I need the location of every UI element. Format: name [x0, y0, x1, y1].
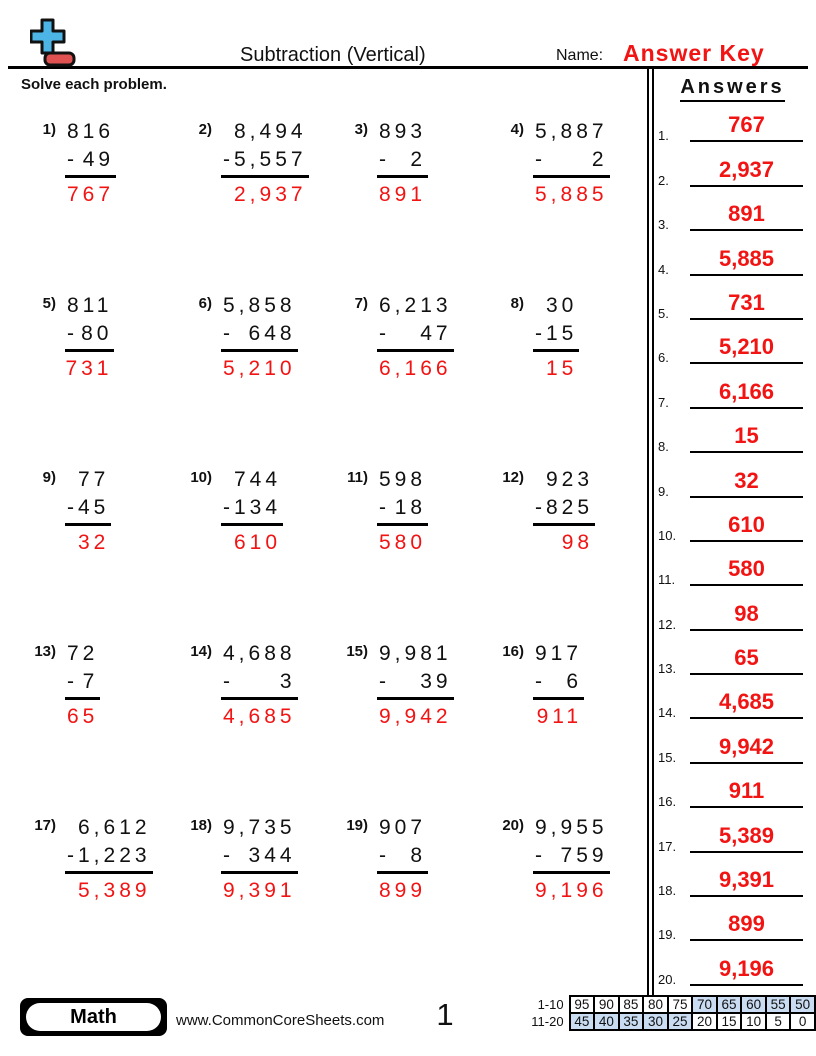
score-cell: 10 [741, 1013, 766, 1030]
score-table [528, 995, 816, 1031]
problem-answer: 5,210 [223, 357, 296, 381]
answer-item [655, 503, 807, 547]
problem-subtrahend-row [377, 494, 428, 527]
problem-minuend: 8,494 [234, 120, 307, 143]
score-row [528, 1013, 815, 1030]
problem-answer: 2,937 [234, 183, 307, 207]
problem-subtrahend-row [377, 842, 428, 875]
problem-column [221, 118, 309, 209]
problem-column [221, 466, 283, 557]
problem-subtrahend-row [65, 668, 100, 701]
problem-number: 14) [190, 643, 212, 660]
score-cell: 20 [692, 1013, 717, 1030]
problem-answer: 98 [561, 531, 594, 555]
problem-answer: 891 [379, 183, 427, 207]
minus-sign: - [379, 321, 390, 345]
problem-number: 19) [346, 817, 368, 834]
problem-subtrahend-row [65, 146, 116, 179]
problem-subtrahend: 3 [279, 669, 296, 693]
problem-number: 15) [346, 643, 368, 660]
minus-sign: - [535, 669, 546, 693]
problem-number: 5) [42, 295, 56, 312]
answer-item-number: 2. [658, 172, 669, 188]
answer-item-number: 18. [658, 883, 677, 899]
answer-item-value: 5,389 [690, 825, 803, 853]
score-cell: 35 [619, 1013, 644, 1030]
minus-sign: - [379, 495, 390, 519]
answer-item-number: 6. [658, 350, 669, 366]
answer-item [655, 902, 807, 946]
problem-minuend: 923 [546, 468, 594, 491]
problem-minuend: 744 [234, 468, 282, 491]
problem [332, 292, 488, 466]
answer-item [655, 458, 807, 502]
answer-item [655, 724, 807, 768]
plus-minus-logo-icon [30, 18, 76, 72]
problem-subtrahend-row [377, 668, 454, 701]
score-row [528, 996, 815, 1013]
answer-item [655, 813, 807, 857]
minus-sign: - [535, 495, 546, 519]
problem [332, 118, 488, 292]
problem-answer: 4,685 [223, 705, 296, 729]
problem [20, 292, 176, 466]
minus-sign: - [67, 843, 78, 867]
problem-minuend: 5,887 [535, 120, 608, 143]
answer-item-number: 4. [658, 261, 669, 277]
website-text: www.CommonCoreSheets.com [176, 1012, 385, 1029]
problem-minuend: 9,955 [535, 816, 608, 839]
answer-item [655, 769, 807, 813]
answer-item [655, 369, 807, 413]
problem-subtrahend-row [533, 668, 584, 701]
problem-minuend: 816 [67, 120, 115, 143]
answer-item [655, 946, 807, 990]
problem-column [65, 640, 100, 731]
problem-subtrahend: 8 [410, 843, 427, 867]
problem-number: 18) [190, 817, 212, 834]
problem-column [65, 292, 114, 383]
problem-answer: 9,942 [379, 705, 452, 729]
subject-badge [20, 998, 167, 1036]
problem-number: 16) [502, 643, 524, 660]
minus-sign: - [535, 321, 546, 345]
problem [488, 466, 648, 640]
problem-number: 11) [347, 469, 368, 486]
problem-column [533, 118, 610, 209]
problem-number: 20) [502, 817, 524, 834]
sidebar-divider [647, 69, 654, 996]
minus-sign: - [67, 321, 78, 345]
problem-column [65, 466, 111, 557]
minus-sign: - [67, 669, 78, 693]
problem-subtrahend-row [533, 146, 610, 179]
problem-minuend: 5,858 [223, 294, 296, 317]
answer-item-number: 7. [658, 394, 669, 410]
problem-column [533, 466, 595, 557]
problem-subtrahend-row [377, 320, 454, 353]
problem-answer: 32 [78, 531, 110, 555]
problem-subtrahend-row [221, 842, 298, 875]
problem-minuend: 811 [67, 294, 113, 317]
problem [176, 466, 332, 640]
problem-answer: 9,196 [535, 879, 608, 903]
answer-item-value: 767 [690, 114, 803, 142]
answer-item-value: 911 [690, 780, 803, 808]
answer-item-value: 65 [690, 647, 803, 675]
minus-sign: - [223, 843, 234, 867]
answer-item [655, 147, 807, 191]
problem-minuend: 30 [546, 294, 578, 317]
problem-column [377, 814, 428, 905]
answer-item-value: 9,391 [690, 869, 803, 897]
answer-item-value: 610 [690, 514, 803, 542]
problem-subtrahend: 45 [78, 495, 110, 519]
score-row-label: 11-20 [528, 1013, 570, 1030]
problem-minuend: 9,981 [379, 642, 452, 665]
page-number: 1 [436, 997, 454, 1032]
answer-item [655, 636, 807, 680]
score-cell: 50 [790, 996, 815, 1013]
problem-number: 8) [510, 295, 524, 312]
answer-item-value: 2,937 [690, 159, 803, 187]
minus-sign: - [223, 495, 234, 519]
minus-sign: - [223, 321, 234, 345]
answer-item-value: 6,166 [690, 381, 803, 409]
problem [488, 814, 648, 988]
minus-sign: - [379, 147, 390, 171]
score-cell: 55 [766, 996, 791, 1013]
problem-answer: 610 [234, 531, 282, 555]
problem-subtrahend: 2 [591, 147, 608, 171]
problem-number: 9) [42, 469, 56, 486]
answer-item-number: 5. [658, 305, 669, 321]
answer-item-value: 15 [690, 425, 803, 453]
answer-item-number: 14. [658, 705, 677, 721]
problem-subtrahend: 49 [82, 147, 115, 171]
problem-answer: 65 [67, 705, 99, 729]
minus-sign: - [535, 843, 546, 867]
answer-key-text: Answer Key [623, 40, 765, 66]
problem-subtrahend-row [65, 494, 111, 527]
problem-column [377, 640, 454, 731]
problem [488, 640, 648, 814]
problem-subtrahend: 39 [420, 669, 452, 693]
score-cell: 95 [570, 996, 595, 1013]
problem-subtrahend: 15 [546, 321, 578, 345]
answer-item-value: 9,942 [690, 736, 803, 764]
problem-subtrahend-row [221, 668, 298, 701]
problem [332, 814, 488, 988]
problem-answer: 5,389 [78, 879, 151, 903]
problem-number: 1) [42, 121, 56, 138]
score-cell: 80 [643, 996, 668, 1013]
problem [488, 292, 648, 466]
problem-answer: 580 [379, 531, 427, 555]
answer-item-number: 8. [658, 439, 669, 455]
answer-item [655, 547, 807, 591]
score-cell: 5 [766, 1013, 791, 1030]
problem-subtrahend-row [65, 320, 114, 353]
answer-item [655, 192, 807, 236]
answer-item [655, 414, 807, 458]
score-cell: 70 [692, 996, 717, 1013]
answer-item-number: 20. [658, 971, 677, 987]
answer-item-value: 891 [690, 203, 803, 231]
problem-number: 7) [354, 295, 368, 312]
problem-number: 13) [34, 643, 56, 660]
problem [332, 640, 488, 814]
problem [20, 466, 176, 640]
problem [20, 814, 176, 988]
problem-number: 3) [354, 121, 368, 138]
problem-subtrahend: 6 [566, 669, 583, 693]
problem-subtrahend-row [533, 494, 595, 527]
problem-number: 12) [502, 469, 524, 486]
score-cell: 25 [668, 1013, 693, 1030]
problem-subtrahend: 7 [82, 669, 99, 693]
problem-subtrahend: 648 [248, 321, 296, 345]
problem [332, 466, 488, 640]
problem [176, 814, 332, 988]
minus-sign: - [67, 495, 78, 519]
problem [176, 640, 332, 814]
problem-column [65, 814, 153, 905]
problem-answer: 911 [536, 705, 583, 729]
problem-number: 2) [198, 121, 212, 138]
problem-minuend: 598 [379, 468, 427, 491]
problems-grid [20, 118, 648, 988]
answer-item-number: 3. [658, 217, 669, 233]
problem-answer: 5,885 [535, 183, 608, 207]
answer-item-number: 9. [658, 483, 669, 499]
problem-minuend: 6,213 [379, 294, 452, 317]
answer-item [655, 281, 807, 325]
problem-minuend: 72 [67, 642, 99, 665]
answers-panel-title: Answers [655, 76, 810, 102]
subject-badge-label: Math [26, 1003, 161, 1031]
answer-item-number: 12. [658, 616, 677, 632]
problem-subtrahend-row [65, 842, 153, 875]
problem-subtrahend: 47 [420, 321, 452, 345]
problem-number: 10) [190, 469, 212, 486]
problem-column [533, 292, 579, 383]
answers-list [655, 103, 807, 991]
score-table-body [528, 996, 815, 1030]
answer-item-number: 13. [658, 661, 677, 677]
answer-item-number: 10. [658, 527, 677, 543]
problem-minuend: 893 [379, 120, 427, 143]
answer-item-value: 899 [690, 913, 803, 941]
problem-subtrahend-row [533, 320, 579, 353]
problem-column [221, 292, 298, 383]
problem-subtrahend-row [221, 146, 309, 179]
answer-item-value: 98 [690, 603, 803, 631]
problem-answer: 9,391 [223, 879, 296, 903]
problem-column [65, 118, 116, 209]
answer-item-value: 9,196 [690, 958, 803, 986]
score-cell: 90 [594, 996, 619, 1013]
answer-item-value: 731 [690, 292, 803, 320]
answer-item [655, 591, 807, 635]
problem-subtrahend: 134 [234, 495, 282, 519]
answer-item-value: 4,685 [690, 691, 803, 719]
problem-minuend: 4,688 [223, 642, 296, 665]
answer-item-value: 580 [690, 558, 803, 586]
problem-number: 6) [198, 295, 212, 312]
problem-number: 4) [510, 121, 524, 138]
problem-subtrahend: 80 [81, 321, 113, 345]
problem-subtrahend-row [221, 494, 283, 527]
problem-subtrahend-row [533, 842, 610, 875]
problem-subtrahend-row [377, 146, 428, 179]
problem-subtrahend-row [221, 320, 298, 353]
answer-item [655, 236, 807, 280]
problem-column [533, 640, 584, 731]
minus-sign: - [67, 147, 78, 171]
problem-subtrahend: 5,557 [234, 147, 307, 171]
score-cell: 15 [717, 1013, 742, 1030]
minus-sign: - [223, 669, 234, 693]
score-row-label: 1-10 [528, 996, 570, 1013]
problem-column [377, 118, 428, 209]
problem-column [221, 640, 298, 731]
answer-item [655, 858, 807, 902]
problem-answer: 15 [546, 357, 578, 381]
answer-item-number: 19. [658, 927, 677, 943]
score-cell: 0 [790, 1013, 815, 1030]
problem-column [377, 292, 454, 383]
problem-answer: 899 [379, 879, 427, 903]
score-cell: 85 [619, 996, 644, 1013]
problem-subtrahend: 1,223 [78, 843, 151, 867]
problem-answer: 767 [67, 183, 115, 207]
problem [488, 118, 648, 292]
problem-answer: 731 [65, 357, 113, 381]
score-cell: 30 [643, 1013, 668, 1030]
minus-sign: - [535, 147, 546, 171]
minus-sign: - [379, 843, 390, 867]
answer-item [655, 103, 807, 147]
score-cell: 60 [741, 996, 766, 1013]
problem [176, 292, 332, 466]
answer-item-value: 32 [690, 470, 803, 498]
answer-item-number: 11. [658, 572, 676, 588]
minus-sign: - [223, 147, 234, 171]
instructions-text: Solve each problem. [21, 76, 167, 93]
problem-minuend: 907 [379, 816, 427, 839]
minus-sign: - [379, 669, 390, 693]
problem-column [221, 814, 298, 905]
problem-column [533, 814, 610, 905]
name-label: Name: [556, 47, 604, 64]
answer-item-value: 5,210 [690, 336, 803, 364]
answer-item [655, 680, 807, 724]
problem-minuend: 6,612 [78, 816, 151, 839]
problem-subtrahend: 825 [546, 495, 594, 519]
problem-minuend: 9,735 [223, 816, 296, 839]
problem-minuend: 77 [78, 468, 110, 491]
score-cell: 65 [717, 996, 742, 1013]
problem [176, 118, 332, 292]
problem-number: 17) [34, 817, 56, 834]
problem-subtrahend: 18 [394, 495, 427, 519]
answer-item-number: 1. [658, 128, 669, 144]
answer-item-number: 16. [658, 794, 677, 810]
page-title: Subtraction (Vertical) [240, 44, 426, 66]
problem [20, 118, 176, 292]
answer-item [655, 325, 807, 369]
answer-item-number: 15. [658, 749, 677, 765]
problem-subtrahend: 759 [560, 843, 608, 867]
score-cell: 75 [668, 996, 693, 1013]
problem [20, 640, 176, 814]
problem-subtrahend: 2 [410, 147, 427, 171]
problem-minuend: 917 [535, 642, 583, 665]
score-cell: 40 [594, 1013, 619, 1030]
problem-answer: 6,166 [379, 357, 452, 381]
problem-column [377, 466, 428, 557]
answer-item-number: 17. [658, 838, 677, 854]
answer-item-value: 5,885 [690, 248, 803, 276]
problem-subtrahend: 344 [248, 843, 296, 867]
score-cell: 45 [570, 1013, 595, 1030]
